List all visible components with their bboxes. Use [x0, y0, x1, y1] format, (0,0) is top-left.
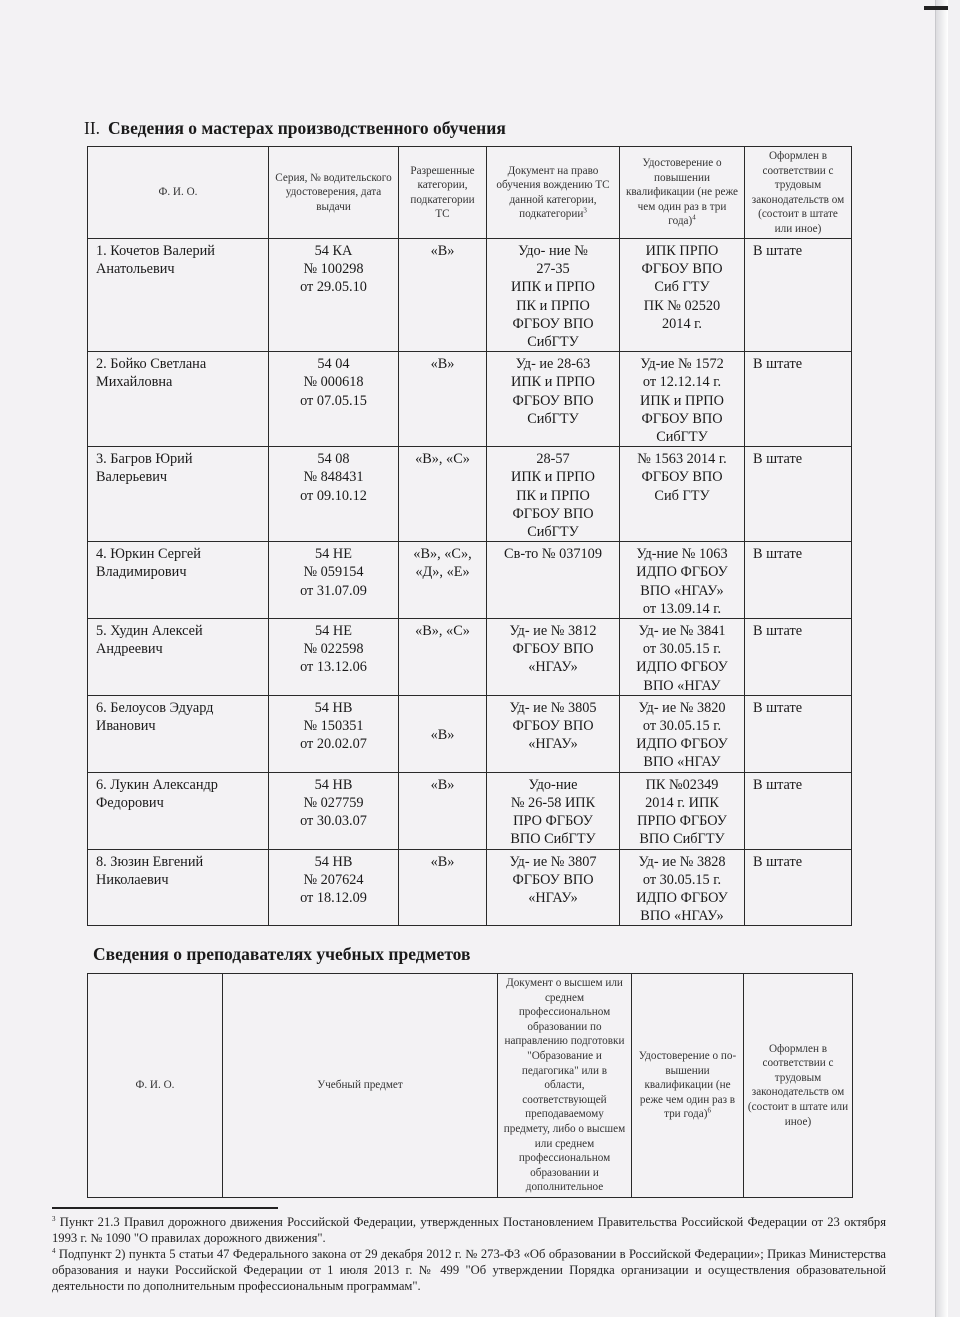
cell-line: № 059154 [303, 564, 364, 581]
cell-qualification [620, 542, 745, 619]
cell-document [487, 619, 620, 696]
cell-line: ПРПО ФГБОУ [637, 813, 727, 830]
cell-line: «НГАУ» [528, 889, 578, 906]
cell-line: ВПО СибГТУ [510, 831, 596, 848]
cell-line: «В», «С» [415, 623, 470, 640]
cell-line: ФГБОУ ВПО [512, 718, 594, 735]
cell-status [745, 542, 852, 619]
cell-line: 8. Зюзин Евгений [96, 853, 204, 870]
table-row [88, 619, 852, 696]
cell-line: ИДПО ФГБОУ [636, 659, 728, 676]
header-employment: Оформлен в соответствии с трудовым законодательств ом (состоит в штате или иное) [744, 974, 853, 1198]
cell-line: от 13.12.06 [300, 659, 367, 676]
cell-line: 54 НЕ [315, 546, 352, 563]
cell-line: ПК № 02520 [643, 297, 721, 314]
header-license: Серия, № водительского удостоверения, дата выдачи [269, 147, 399, 239]
cell-status [745, 772, 852, 849]
cell-line: В штате [753, 243, 803, 259]
cell-line: Михайловна [96, 374, 173, 391]
cell-name [88, 849, 269, 926]
cell-line: ИДПО ФГБОУ [636, 564, 728, 581]
cell-line: 28-57 [536, 451, 570, 468]
table-row [88, 447, 852, 542]
teachers-table [87, 973, 853, 1198]
cell-line: ФГБОУ ВПО [641, 410, 723, 427]
cell-line: Уд- ие 28-63 [515, 356, 591, 373]
cell-line: СибГТУ [527, 524, 579, 541]
cell-categories [399, 695, 487, 772]
cell-line: № 207624 [303, 871, 364, 888]
page-edge [935, 0, 948, 1317]
cell-qualification [620, 849, 745, 926]
header-document: Документ на право обучения вождению ТС данной категории, подкатегории$^3$ [487, 147, 620, 239]
cell-line: № 027759 [303, 794, 364, 811]
cell-categories [399, 239, 487, 352]
cell-line: № 150351 [303, 718, 364, 735]
cell-license [269, 772, 399, 849]
cell-line: ПК и ПРПО [516, 487, 590, 504]
cell-line: 54 НВ [314, 776, 353, 793]
cell-line: ВПО «НГАУ» [640, 582, 724, 599]
cell-document [487, 849, 620, 926]
cell-line: 5. Худин Алексей [96, 623, 203, 640]
table-row [88, 772, 852, 849]
cell-line: Николаевич [96, 871, 169, 888]
footnote-4: $^4$ Подпункт 2) пункта 5 статьи 47 Федерального закона от 29 декабря 2012 г. № 273-ФЗ «Об образовании в Российской Федерации»; Приказ Министерства образования и науки Российской Федерации от 1 июля 2013 г. № 499 "Об утверждении Порядка организации и осуществления образовательной деятельности по дополнительным профессиональным программам". [52, 1246, 886, 1293]
cell-line: «В», «С» [415, 451, 470, 468]
cell-name [88, 447, 269, 542]
cell-line: 54 НВ [314, 699, 353, 716]
cell-qualification [620, 619, 745, 696]
cell-line: от 30.05.15 г. [642, 718, 722, 735]
cell-line: ФГБОУ ВПО [512, 315, 594, 332]
cell-line: от 09.10.12 [300, 487, 367, 504]
cell-line: Удо-ние [528, 776, 578, 793]
cell-line: ВПО «НГАУ» [640, 908, 724, 925]
cell-line: Уд-ие № 1572 [640, 356, 724, 373]
header-qualification: Удостоверение о повышении квалификации (не реже чем один раз в три года)$^4$ [620, 147, 745, 239]
cell-name [88, 239, 269, 352]
cell-line: «В» [430, 727, 455, 744]
cell-line: ВПО СибГТУ [639, 831, 725, 848]
cell-line: Уд- ие № 3812 [509, 623, 597, 640]
cell-line: ВПО «НГАУ [643, 677, 721, 694]
cell-line: Уд- ие № 3805 [509, 699, 597, 716]
cell-categories [399, 352, 487, 447]
cell-line: 54 НЕ [315, 623, 352, 640]
table-row [88, 352, 852, 447]
cell-line: от 31.07.09 [300, 582, 367, 599]
table-row [88, 695, 852, 772]
cell-categories [399, 542, 487, 619]
cell-line: Уд- ие № 3841 [638, 623, 726, 640]
cell-line: Удо- ние № [518, 243, 588, 259]
cell-line: 3. Багров Юрий [96, 451, 193, 468]
cell-license [269, 352, 399, 447]
cell-name [88, 695, 269, 772]
cell-qualification [620, 239, 745, 352]
cell-line: В штате [753, 699, 803, 716]
header-fio: Ф. И. О. [88, 147, 269, 239]
cell-document [487, 542, 620, 619]
cell-line: от 13.09.14 г. [642, 600, 722, 617]
cell-line: от 12.12.14 г. [642, 374, 722, 391]
cell-license [269, 239, 399, 352]
cell-line: 27-35 [536, 261, 570, 278]
cell-categories [399, 849, 487, 926]
cell-line: Уд-ние № 1063 [636, 546, 728, 563]
table-row [88, 849, 852, 926]
cell-line: от 29.05.10 [300, 279, 367, 296]
cell-line: 4. Юркин Сергей [96, 546, 201, 563]
cell-line: ФГБОУ ВПО [512, 505, 594, 522]
cell-line: «В», «С», [413, 546, 472, 563]
cell-qualification [620, 772, 745, 849]
cell-line: «В» [430, 853, 455, 870]
cell-line: № 1563 2014 г. [637, 451, 727, 468]
cell-line: Анатольевич [96, 261, 175, 278]
footnotes [52, 1214, 886, 1294]
cell-line: № 022598 [303, 641, 364, 658]
cell-line: СибГТУ [527, 334, 579, 351]
cell-line: Уд- ие № 3828 [638, 853, 726, 870]
cell-document [487, 772, 620, 849]
cell-line: 1. Кочетов Валерий [96, 243, 215, 259]
cell-line: Андреевич [96, 641, 163, 658]
cell-line: № 848431 [303, 469, 364, 486]
cell-line: 2014 г. ИПК [645, 794, 719, 811]
cell-line: Валерьевич [96, 469, 168, 486]
cell-line: Сиб ГТУ [654, 279, 710, 296]
cell-line: СибГТУ [527, 410, 579, 427]
cell-line: «НГАУ» [528, 659, 578, 676]
cell-status [745, 239, 852, 352]
cell-line: «НГАУ» [528, 736, 578, 753]
table-row [88, 542, 852, 619]
cell-license [269, 695, 399, 772]
section-title-text: Сведения о мастерах производственного обучения [108, 118, 506, 138]
cell-line: ФГБОУ ВПО [512, 392, 594, 409]
cell-qualification [620, 447, 745, 542]
cell-name [88, 772, 269, 849]
table-row [88, 239, 852, 352]
cell-document [487, 695, 620, 772]
cell-line: от 30.05.15 г. [642, 641, 722, 658]
table-header-row [88, 147, 852, 239]
header-qualification: Удостоверение о по-вышении квалификации (не реже чем один раз в три года)$^6$ [632, 974, 744, 1198]
cell-document [487, 239, 620, 352]
cell-line: ИДПО ФГБОУ [636, 889, 728, 906]
cell-line: Сиб ГТУ [654, 487, 710, 504]
cell-categories [399, 447, 487, 542]
cell-line: «В» [430, 356, 455, 373]
cell-line: ФГБОУ ВПО [641, 469, 723, 486]
cell-line: от 07.05.15 [300, 392, 367, 409]
section-number: II. [84, 118, 101, 138]
cell-document [487, 447, 620, 542]
footnote-ref: 3 [583, 206, 587, 215]
cell-license [269, 619, 399, 696]
cell-line: Св-то № 037109 [504, 546, 602, 563]
cell-line: Уд- ие № 3820 [638, 699, 726, 716]
cell-line: Иванович [96, 718, 156, 735]
cell-qualification [620, 352, 745, 447]
cell-line: от 30.05.15 г. [642, 871, 722, 888]
cell-line: ИПК и ПРПО [640, 392, 724, 409]
cell-line: «В» [430, 243, 455, 259]
cell-line: ПРО ФГБОУ [513, 813, 593, 830]
masters-table [87, 146, 852, 926]
cell-line: ФГБОУ ВПО [512, 871, 594, 888]
cell-line: ИПК ПРПО [645, 243, 719, 259]
cell-status [745, 695, 852, 772]
footnote-3: $^3$ Пункт 21.3 Правил дорожного движения Российской Федерации, утвержденных Постановлением Правительства Российской Федерации от 23 октября 1993 г. № 1090 "О правилах дорожного движения". [52, 1214, 886, 1245]
header-education-document: Документ о высшем или среднем профессиональном образовании по направлению подготовки "Образование и педагогика" или в области, соответствующей преподаваемому предмету, либо о высшем или среднем профессиональном образовании и дополнительное [498, 974, 632, 1198]
cell-status [745, 352, 852, 447]
cell-line: 54 КА [314, 243, 353, 259]
cell-line: 2014 г. [662, 315, 702, 332]
cell-line: «В» [430, 776, 455, 793]
cell-status [745, 849, 852, 926]
cell-line: ПК №02349 [645, 776, 719, 793]
cell-line: ИДПО ФГБОУ [636, 736, 728, 753]
cell-line: от 20.02.07 [300, 736, 367, 753]
cell-line: СибГТУ [656, 429, 708, 446]
footnote-ref: 4 [692, 213, 696, 222]
footnote-separator [52, 1207, 278, 1209]
cell-line: В штате [753, 853, 803, 870]
cell-line: В штате [753, 356, 803, 373]
cell-license [269, 542, 399, 619]
corner-mark [924, 6, 948, 10]
cell-line: Федорович [96, 794, 164, 811]
cell-line: 54 08 [317, 451, 350, 468]
cell-license [269, 447, 399, 542]
cell-line: от 18.12.09 [300, 889, 367, 906]
cell-line: ИПК и ПРПО [511, 279, 595, 296]
cell-categories [399, 772, 487, 849]
cell-line: ФГБОУ ВПО [641, 261, 723, 278]
cell-line: В штате [753, 451, 803, 468]
cell-name [88, 542, 269, 619]
cell-line: В штате [753, 546, 803, 563]
cell-line: ИПК и ПРПО [511, 374, 595, 391]
cell-line: Уд- ие № 3807 [509, 853, 597, 870]
section-title-teachers: Сведения о преподавателях учебных предметов [93, 944, 471, 964]
cell-line: 2. Бойко Светлана [96, 356, 207, 373]
cell-line: ВПО «НГАУ [643, 754, 721, 771]
cell-line: ИПК и ПРПО [511, 469, 595, 486]
cell-document [487, 352, 620, 447]
cell-status [745, 619, 852, 696]
cell-qualification [620, 695, 745, 772]
cell-line: от 30.03.07 [300, 813, 367, 830]
header-fio: Ф. И. О. [88, 974, 223, 1198]
header-employment: Оформлен в соответствии с трудовым законодательств ом (состоит в штате или иное) [745, 147, 852, 239]
cell-line: ПК и ПРПО [516, 297, 590, 314]
cell-name [88, 352, 269, 447]
cell-status [745, 447, 852, 542]
cell-line: 54 НВ [314, 853, 353, 870]
footnote-ref: 6 [707, 1106, 711, 1115]
header-categories: Разрешенные категории, подкатегории ТС [399, 147, 487, 239]
cell-line: «Д», «Е» [415, 564, 470, 581]
cell-line: В штате [753, 776, 803, 793]
cell-line: Владимирович [96, 564, 187, 581]
cell-line: № 000618 [303, 374, 364, 391]
cell-line: 6. Лукин Александр [96, 776, 218, 793]
cell-license [269, 849, 399, 926]
cell-line: ФГБОУ ВПО [512, 641, 594, 658]
cell-name [88, 619, 269, 696]
cell-line: 54 04 [317, 356, 350, 373]
section-title-masters [84, 118, 506, 139]
cell-line: № 100298 [303, 261, 364, 278]
cell-line: 6. Белоусов Эдуард [96, 699, 214, 716]
cell-line: В штате [753, 623, 803, 640]
cell-line: № 26-58 ИПК [510, 794, 596, 811]
header-subject: Учебный предмет [223, 974, 498, 1198]
cell-categories [399, 619, 487, 696]
table-header-row [88, 974, 853, 1198]
